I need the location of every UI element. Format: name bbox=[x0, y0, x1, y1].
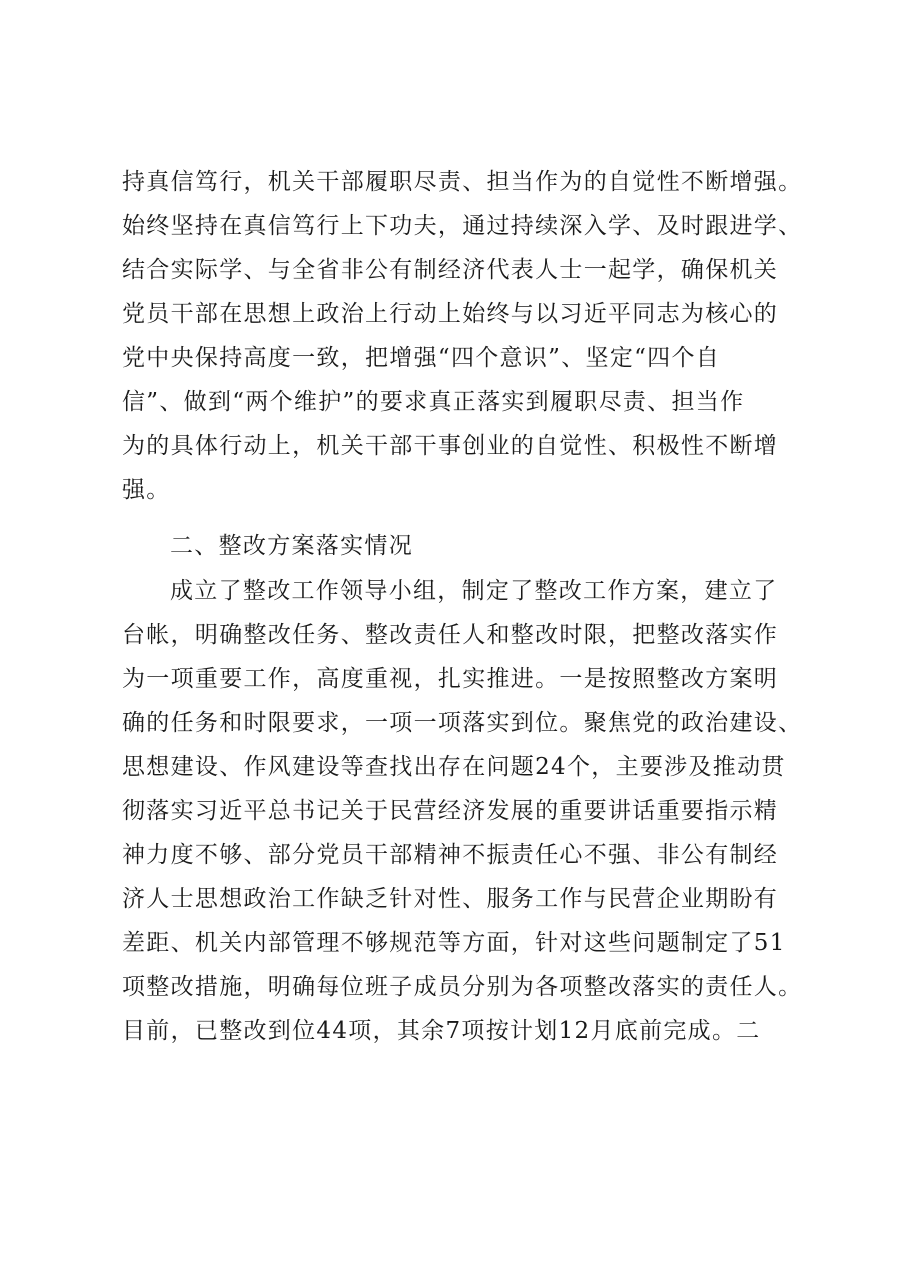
text-line-16: 神力度不够、部分党员干部精神不振责任心不强、非公有制经 bbox=[122, 842, 779, 868]
section-heading: 二、整改方案落实情况 bbox=[170, 533, 413, 559]
text-line-17: 济人士思想政治工作缺乏针对性、服务工作与民营企业期盼有 bbox=[122, 886, 779, 912]
text-line-6: 信”、做到“两个维护”的要求真正落实到履职尽责、担当作 bbox=[122, 389, 745, 415]
text-line-11: 台帐，明确整改任务、整改责任人和整改时限，把整改落实作 bbox=[122, 622, 779, 648]
text-line-2: 始终坚持在真信笃行上下功夫，通过持续深入学、及时跟进学、 bbox=[122, 213, 803, 239]
text-line-10: 成立了整改工作领导小组，制定了整改工作方案，建立了 bbox=[170, 578, 778, 604]
text-line-13: 确的任务和时限要求，一项一项落实到位。聚焦党的政治建设、 bbox=[122, 710, 803, 736]
text-line-14: 思想建设、作风建设等查找出存在问题24个，主要涉及推动贯 bbox=[122, 754, 786, 780]
text-line-19: 项整改措施，明确每位班子成员分别为各项整改落实的责任人。 bbox=[122, 974, 803, 1000]
text-line-4: 党员干部在思想上政治上行动上始终与以习近平同志为核心的 bbox=[122, 301, 779, 327]
text-line-5: 党中央保持高度一致，把增强“四个意识”、坚定“四个自 bbox=[122, 345, 721, 371]
text-line-18: 差距、机关内部管理不够规范等方面，针对这些问题制定了51 bbox=[122, 930, 786, 956]
text-line-15: 彻落实习近平总书记关于民营经济发展的重要讲话重要指示精 bbox=[122, 798, 779, 824]
text-line-8: 强。 bbox=[122, 477, 171, 503]
text-line-20: 目前，已整改到位44项，其余7项按计划12月底前完成。二 bbox=[122, 1018, 761, 1044]
text-line-1: 持真信笃行，机关干部履职尽责、担当作为的自觉性不断增强。 bbox=[122, 169, 803, 195]
text-line-7: 为的具体行动上，机关干部干事创业的自觉性、积极性不断增 bbox=[122, 433, 779, 459]
text-line-12: 为一项重要工作，高度重视，扎实推进。一是按照整改方案明 bbox=[122, 666, 779, 692]
text-line-3: 结合实际学、与全省非公有制经济代表人士一起学，确保机关 bbox=[122, 257, 779, 283]
